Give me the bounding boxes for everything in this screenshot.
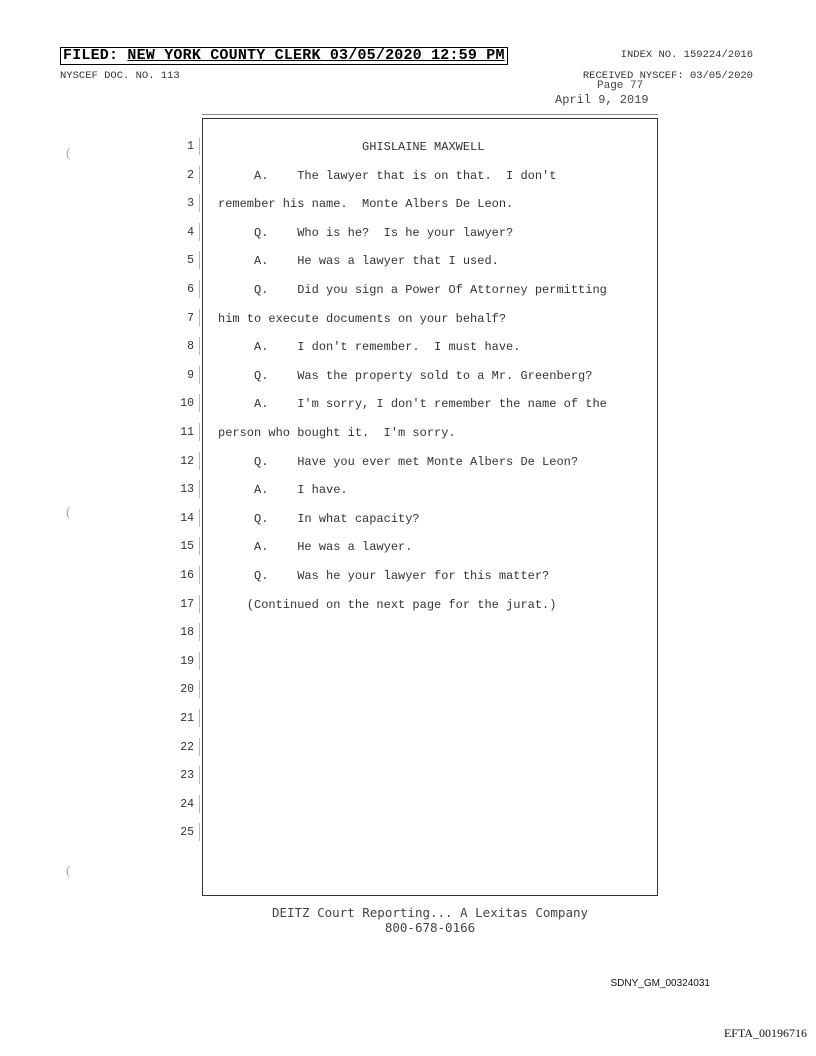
line-number: 16	[180, 569, 194, 582]
line-number: 14	[180, 511, 194, 525]
transcript-line-text: A. I don't remember. I must have.	[218, 340, 521, 355]
line-number: 12	[180, 454, 194, 468]
frame-top-rule	[202, 114, 658, 115]
line-tick	[199, 652, 200, 670]
bates-number: SDNY_GM_00324031	[610, 978, 710, 989]
nyscef-doc-number: NYSCEF DOC. NO. 113	[60, 70, 180, 82]
line-tick	[199, 766, 200, 784]
transcript-line-text: (Continued on the next page for the jurat.)	[218, 597, 557, 612]
line-tick	[199, 137, 200, 155]
line-number: 20	[180, 683, 194, 697]
transcript-line-text: A. He was a lawyer.	[218, 540, 413, 555]
line-number: 6	[187, 283, 194, 296]
transcript-line-text: A. He was a lawyer that I used.	[218, 254, 499, 269]
transcript-line-text: Q. Have you ever met Monte Albers De Leon?	[218, 454, 579, 469]
line-number: 8	[187, 340, 194, 354]
transcript-line-text: Q. Was he your lawyer for this matter?	[218, 569, 550, 583]
line-tick	[199, 738, 200, 756]
line-number: 7	[187, 311, 194, 325]
line-tick	[199, 509, 200, 527]
received-nyscef: RECEIVED NYSCEF: 03/05/2020	[582, 70, 753, 82]
line-tick	[199, 823, 200, 841]
line-number: 1	[187, 140, 194, 153]
transcript-line-text: A. I'm sorry, I don't remember the name of the	[218, 397, 607, 412]
line-number: 5	[187, 254, 194, 268]
transcript-line-text: A. The lawyer that is on that. I don't	[218, 168, 557, 183]
transcript-line-text: person who bought it. I'm sorry.	[218, 426, 456, 440]
line-number: 17	[180, 597, 194, 611]
transcript-line-text: Q. Did you sign a Power Of Attorney permitting	[218, 283, 607, 297]
line-tick	[199, 423, 200, 441]
line-number: 3	[187, 197, 194, 211]
line-tick	[199, 480, 200, 498]
line-number: 21	[180, 712, 194, 725]
filed-prefix: FILED:	[63, 47, 128, 64]
filed-stamp	[60, 47, 508, 65]
line-number: 22	[180, 740, 194, 754]
line-tick	[199, 595, 200, 613]
line-tick	[199, 366, 200, 384]
line-number: 25	[180, 826, 194, 840]
line-tick	[199, 194, 200, 212]
margin-mark: (	[66, 864, 71, 879]
line-number: 24	[180, 797, 194, 811]
line-tick	[199, 537, 200, 555]
line-tick	[199, 280, 200, 298]
transcript-line-text: remember his name. Monte Albers De Leon.	[218, 197, 514, 212]
line-tick	[199, 795, 200, 813]
line-number: 11	[180, 426, 194, 439]
transcript-line-text: Q. Was the property sold to a Mr. Greenberg?	[218, 368, 593, 383]
line-tick	[199, 223, 200, 241]
transcript-line-text: GHISLAINE MAXWELL	[218, 140, 485, 154]
transcript-line-text: him to execute documents on your behalf?	[218, 311, 507, 326]
reporting-company: DEITZ Court Reporting... A Lexitas Company	[271, 905, 589, 920]
line-number: 9	[187, 368, 194, 382]
line-number: 4	[187, 225, 194, 239]
line-tick	[199, 166, 200, 184]
line-tick	[199, 337, 200, 355]
deposition-date: April 9, 2019	[555, 93, 649, 107]
line-number: 23	[180, 769, 194, 783]
line-tick	[199, 566, 200, 584]
line-tick	[199, 680, 200, 698]
line-number: 19	[180, 654, 194, 668]
efta-number: EFTA_00196716	[723, 1026, 807, 1040]
margin-mark: (	[66, 146, 71, 161]
line-number: 10	[180, 397, 194, 411]
line-number: 18	[180, 626, 194, 640]
line-number: 15	[180, 540, 194, 554]
filed-clerk-timestamp: NEW YORK COUNTY CLERK 03/05/2020 12:59 PM	[127, 47, 505, 64]
line-number: 13	[180, 483, 194, 497]
line-tick	[199, 394, 200, 412]
page-number: Page 77	[597, 80, 644, 92]
transcript-line-text: Q. In what capacity?	[218, 511, 420, 526]
line-tick	[199, 623, 200, 641]
reporting-phone: 800-678-0166	[384, 920, 476, 935]
line-number: 2	[187, 168, 194, 182]
margin-mark: (	[66, 505, 71, 520]
line-tick	[199, 251, 200, 269]
line-tick	[199, 309, 200, 327]
line-tick	[199, 709, 200, 727]
line-tick	[199, 452, 200, 470]
transcript-line-text: A. I have.	[218, 483, 348, 498]
index-number: INDEX NO. 159224/2016	[620, 49, 753, 61]
transcript-line-text: Q. Who is he? Is he your lawyer?	[218, 225, 514, 240]
